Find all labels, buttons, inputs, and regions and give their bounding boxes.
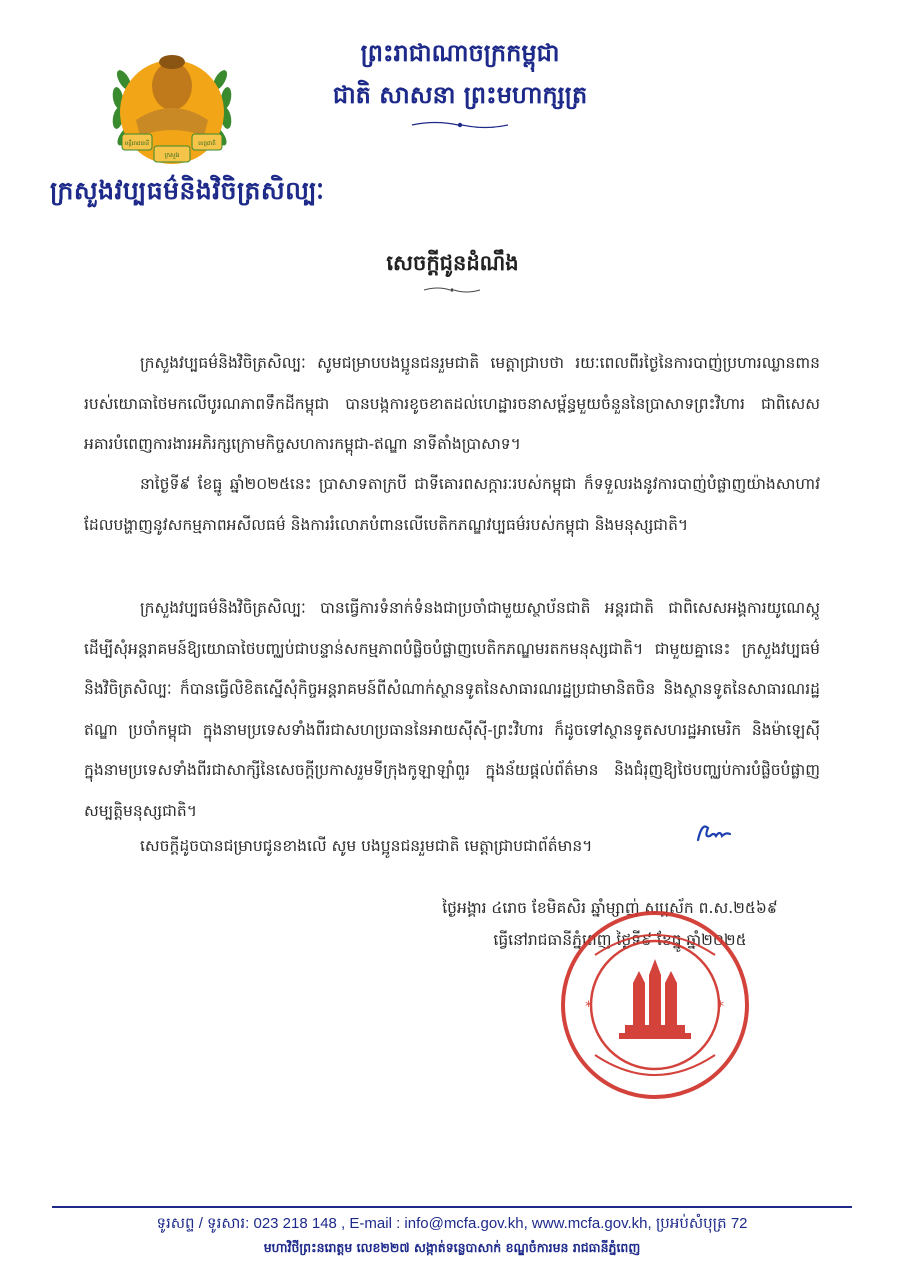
national-motto: ជាតិ សាសនា ព្រះមហាក្សត្រ <box>332 80 588 109</box>
svg-text:*: * <box>585 999 592 1015</box>
body-paragraph-2 <box>84 464 820 545</box>
handwritten-initial-icon <box>694 818 734 846</box>
lunar-date-line: ថ្ងៃអង្គារ ៤រោច ខែមិគសិរ ឆ្នាំម្សាញ់ សប្តស័ក ព.ស.២៥៦៩ <box>442 899 778 917</box>
date-place-line: ធ្វើនៅរាជធានីភ្នំពេញ ថ្ងៃទី៩ ខែធ្នូ ឆ្នាំ២០២៥ <box>493 931 747 949</box>
title-ornament-icon <box>420 285 484 295</box>
ministry-name: ក្រសួងវប្បធម៌និងវិចិត្រសិល្បៈ <box>50 176 325 205</box>
paragraph-text: សេចក្តីដូចបានជម្រាបជូនខាងលើ សូម បងប្អូនជនរួមជាតិ មេត្តាជ្រាបជាព័ត៌មាន។ <box>140 837 593 855</box>
paragraph-text: ក្រសួងវប្បធម៌និងវិចិត្រសិល្បៈ សូមជម្រាបបងប្អូនជនរួមជាតិ មេត្តាជ្រាបថា រយៈពេលពីរថ្ងៃនៃការបាញ់ប្រហារឈ្លានពានរបស់យោធាថៃមកលើបូរណភាពទឹកដីកម្ពុជា បានបង្កការខូចខាតដល់ហេដ្ឋារចនាសម្ព័ន្ធមួយចំនួននៃប្រាសាទព្រះវិហារ ជាពិសេសអគារបំពេញការងារអភិរក្សក្រោមកិច្ចសហការកម្ពុជា-ឥណ្ឌា នាទីតាំងប្រាសាទ។ <box>84 354 820 453</box>
paragraph-text: ក្រសួងវប្បធម៌និងវិចិត្រសិល្បៈ បានធ្វើការទំនាក់ទំនងជាប្រចាំជាមួយស្ថាប័នជាតិ អន្តរជាតិ ជាពិសេសអង្គការយូណេស្កូ ដើម្បីសុំអន្តរាគមន៍ឱ្យយោធាថៃបញ្ឈប់ជាបន្ទាន់សកម្មភាពបំផ្លិចបំផ្លាញបេតិកភណ្ឌមរតកមនុស្សជាតិ។ ជាមួយគ្នានេះ ក្រសួងវប្បធម៌និងវិចិត្រសិល្បៈ ក៏បានធ្វើលិខិតស្នើសុំកិច្ចអន្តរាគមន៍ពីសំណាក់ស្ថានទូតនៃសាធារណរដ្ឋប្រជាមានិតចិន និងស្ថានទូតនៃសាធារណរដ្ឋឥណ្ឌា ប្រចាំកម្ពុជា ក្នុងនាមប្រទេសទាំងពីរជាសហប្រធាននៃអាយស៊ីស៊ី-ព្រះវិហារ ក៏ដូចទៅស្ថានទូតសហរដ្ឋអាមេរិក និងម៉ាឡេស៊ី ក្នុងនាមប្រទេសទាំងពីរជាសាក្សីនៃសេចក្តីប្រកាសរួមទីក្រុងកូឡាឡាំពួរ ក្នុងន័យផ្តល់ព័ត៌មាន និងជំរុញឱ្យថៃបញ្ឈប់ការបំផ្លិចបំផ្លាញសម្បត្តិមនុស្សជាតិ។ <box>84 599 820 820</box>
footer-contact-line: ទូរសព្ទ / ទូរសារ: 023 218 148 , E-mail : info@mcfa.gov.kh, www.mcfa.gov.kh, ប្រអប់សំបុត្រ 72 <box>156 1215 748 1232</box>
logo-text-right: ខេត្តជាតិ <box>198 141 216 147</box>
svg-text:*: * <box>717 999 724 1015</box>
kingdom-heading: ព្រះរាជាណាចក្រកម្ពុជា <box>360 38 560 67</box>
logo-text-center: ក្រសួង <box>164 152 180 159</box>
footer-divider <box>52 1206 852 1208</box>
official-seal-stamp-icon <box>555 905 755 1105</box>
document-title: សេចក្តីជូនដំណឹង <box>386 250 519 275</box>
ornament-divider-icon <box>410 118 510 132</box>
body-paragraph-1 <box>84 343 820 465</box>
ministry-emblem-logo <box>108 40 236 174</box>
logo-text-left: មន្ទីររាជធានី <box>124 141 150 147</box>
body-paragraph-3 <box>84 588 820 831</box>
footer-address-line: មហាវិថីព្រះនរោត្តម លេខ២២៧ សង្កាត់ទន្លេបាសាក់ ខណ្ឌចំការមន រាជធានីភ្នំពេញ <box>263 1240 641 1255</box>
paragraph-text: នាថ្ងៃទី៩ ខែធ្នូ ឆ្នាំ២០២៥នេះ ប្រាសាទតាក្របី ជាទីគោរពសក្ការៈរបស់កម្ពុជា ក៏ទទួលរងនូវការបាញ់បំផ្លាញយ៉ាងសាហាវ ដែលបង្ហាញនូវសកម្មភាពអសីលធម៌ និងការរំលោភបំពានលើបេតិកភណ្ឌវប្បធម៌របស់កម្ពុជា និងមនុស្សជាតិ។ <box>84 475 820 534</box>
body-paragraph-4 <box>84 826 684 867</box>
